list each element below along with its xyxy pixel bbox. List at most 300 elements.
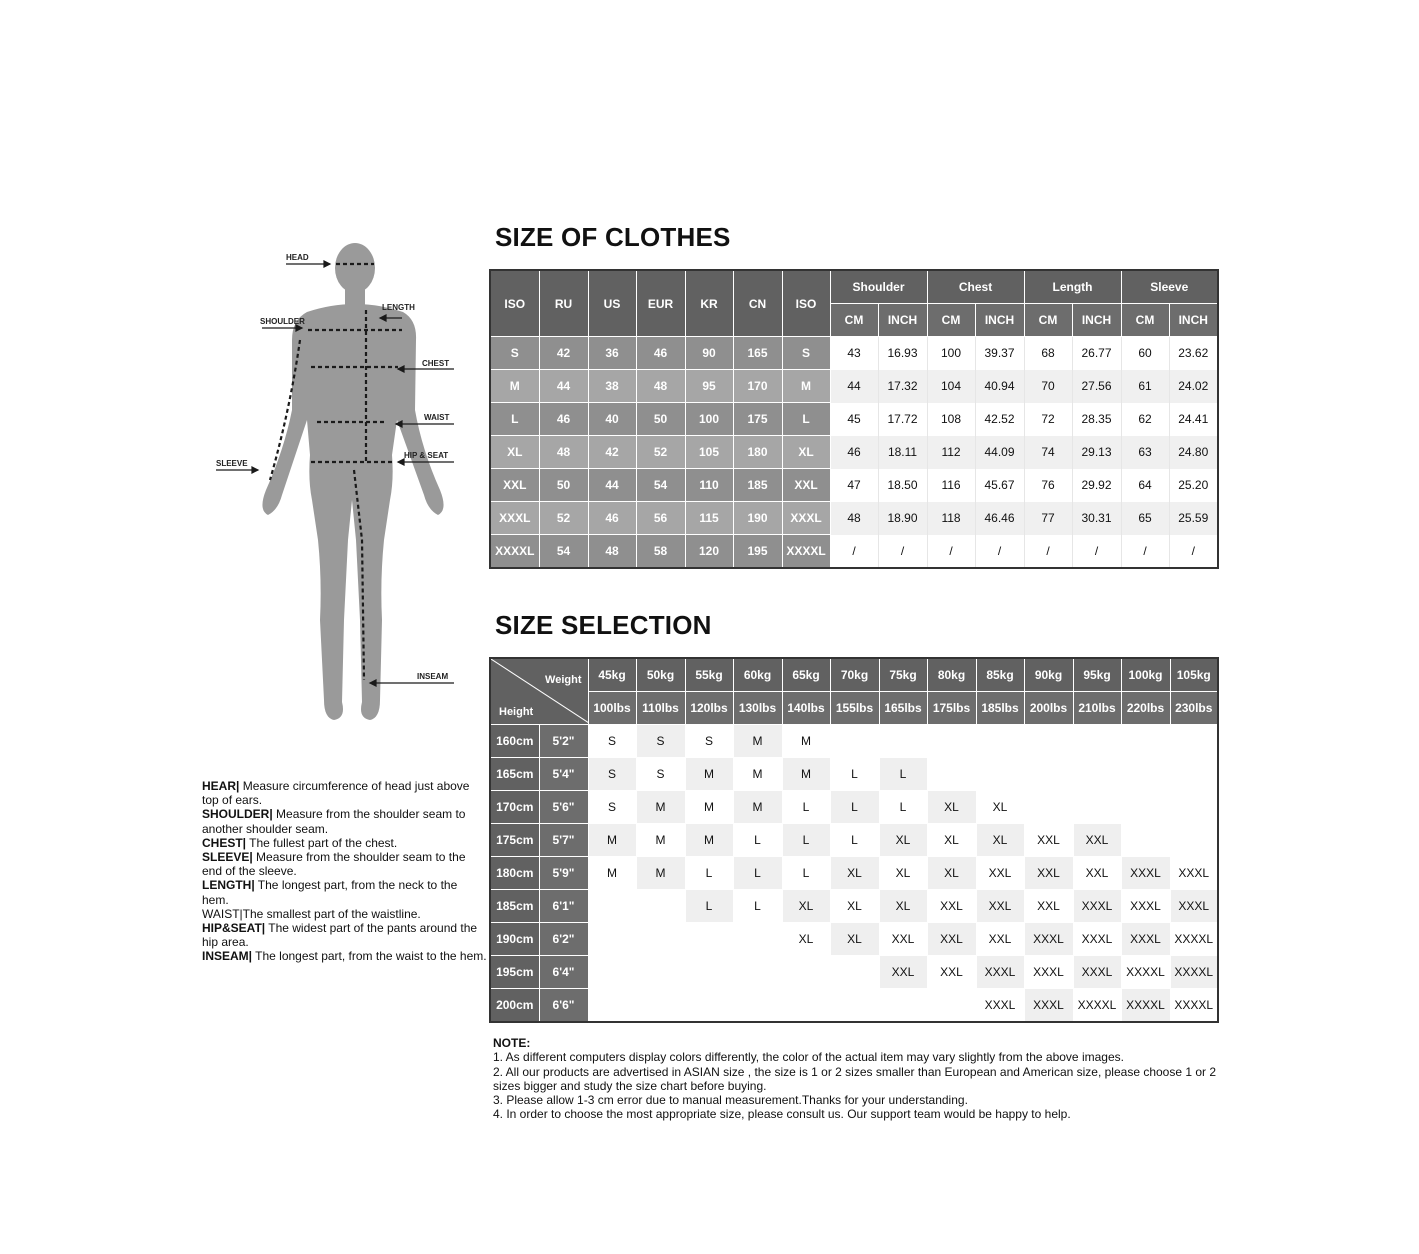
sleeve-label: SLEEVE (216, 459, 248, 468)
height-label: Height (499, 706, 534, 718)
recommended-size-cell: XL (976, 824, 1024, 857)
description-term: HEAR| (202, 779, 240, 793)
recommended-size-cell: L (879, 791, 927, 824)
description-term: HIP&SEAT| (202, 921, 266, 936)
unit-header: INCH (1072, 304, 1121, 337)
description-line (202, 921, 487, 949)
measurement-cell: / (1072, 535, 1121, 569)
hip-seat-label: HIP & SEAT (404, 451, 449, 460)
recommended-size-cell (830, 725, 879, 758)
description-text: Measure from the shoulder seam to another shoulder seam. (202, 807, 466, 836)
recommended-size-cell (927, 989, 976, 1023)
recommended-size-cell (733, 923, 782, 956)
measurement-cell: / (927, 535, 975, 569)
description-term: CHEST| (202, 835, 247, 850)
shoulder-label: SHOULDER (260, 317, 305, 326)
weight-lbs-row (490, 692, 1218, 725)
size-cell: 50 (539, 469, 588, 502)
column-header: CN (733, 270, 782, 337)
size-cell: 48 (539, 436, 588, 469)
size-cell: 38 (588, 370, 636, 403)
height-ft-cell: 6'2" (539, 923, 588, 956)
weight-kg-header: 65kg (782, 658, 830, 692)
weight-kg-header: 75kg (879, 658, 927, 692)
measurement-cell: 18.11 (878, 436, 927, 469)
recommended-size-cell: XXL (976, 857, 1024, 890)
measurement-cell: 16.93 (878, 337, 927, 370)
weight-kg-header: 105kg (1170, 658, 1218, 692)
measurement-cell: 25.59 (1169, 502, 1218, 535)
recommended-size-cell: L (733, 824, 782, 857)
recommended-size-cell: XXL (1073, 857, 1121, 890)
size-cell: XXXXL (490, 535, 539, 569)
table-row (490, 989, 1218, 1023)
weight-kg-header: 55kg (685, 658, 733, 692)
measurement-cell: 24.80 (1169, 436, 1218, 469)
height-cm-cell: 165cm (490, 758, 539, 791)
measurement-cell: 72 (1024, 403, 1072, 436)
description-text: The longest part, from the waist to the hem. (252, 949, 487, 964)
description-line (202, 878, 487, 906)
size-cell: 56 (636, 502, 685, 535)
recommended-size-cell (1024, 758, 1073, 791)
size-cell: 36 (588, 337, 636, 370)
weight-lbs-header: 185lbs (976, 692, 1024, 725)
recommended-size-cell (927, 725, 976, 758)
recommended-size-cell: XXL (879, 923, 927, 956)
measurement-cell: 40.94 (975, 370, 1024, 403)
recommended-size-cell (879, 989, 927, 1023)
recommended-size-cell: L (685, 890, 733, 923)
measurement-cell: 29.13 (1072, 436, 1121, 469)
height-ft-cell: 6'4" (539, 956, 588, 989)
recommended-size-cell: S (588, 758, 636, 791)
measurement-cell: 39.37 (975, 337, 1024, 370)
description-line (202, 907, 487, 921)
recommended-size-cell: XXL (1024, 890, 1073, 923)
group-header: Length (1024, 270, 1121, 304)
table-row (490, 956, 1218, 989)
measurement-cell: 48 (830, 502, 878, 535)
recommended-size-cell: XXXL (1121, 890, 1170, 923)
size-cell: 48 (636, 370, 685, 403)
recommended-size-cell: XXXL (1073, 890, 1121, 923)
group-header: Shoulder (830, 270, 927, 304)
recommended-size-cell (636, 989, 685, 1023)
recommended-size-cell (588, 890, 636, 923)
column-header: ISO (782, 270, 830, 337)
recommended-size-cell: M (636, 791, 685, 824)
table-row (490, 758, 1218, 791)
recommended-size-cell: XXL (927, 890, 976, 923)
recommended-size-cell: XL (782, 923, 830, 956)
table-row (490, 370, 1218, 403)
unit-header: INCH (1169, 304, 1218, 337)
recommended-size-cell: M (636, 824, 685, 857)
measurement-cell: 60 (1121, 337, 1169, 370)
size-cell: 52 (539, 502, 588, 535)
recommended-size-cell (1121, 725, 1170, 758)
recommended-size-cell: M (636, 857, 685, 890)
recommended-size-cell: M (733, 791, 782, 824)
measurement-cell: 43 (830, 337, 878, 370)
recommended-size-cell (636, 923, 685, 956)
recommended-size-cell (1170, 725, 1218, 758)
measurement-cell: 64 (1121, 469, 1169, 502)
size-cell: 44 (588, 469, 636, 502)
table-row (490, 791, 1218, 824)
measurement-cell: 68 (1024, 337, 1072, 370)
measurement-cell: 45 (830, 403, 878, 436)
size-cell: 50 (636, 403, 685, 436)
recommended-size-cell (733, 989, 782, 1023)
recommended-size-cell (588, 956, 636, 989)
height-cm-cell: 170cm (490, 791, 539, 824)
size-cell: 42 (539, 337, 588, 370)
recommended-size-cell: XXXXL (1170, 923, 1218, 956)
size-cell: L (782, 403, 830, 436)
weight-kg-header: 60kg (733, 658, 782, 692)
measurement-cell: 29.92 (1072, 469, 1121, 502)
table-row (490, 857, 1218, 890)
recommended-size-cell (830, 956, 879, 989)
height-ft-cell: 5'7" (539, 824, 588, 857)
recommended-size-cell: XL (879, 857, 927, 890)
column-header: EUR (636, 270, 685, 337)
recommended-size-cell: XXXL (1073, 956, 1121, 989)
table-row (490, 436, 1218, 469)
measurement-cell: / (830, 535, 878, 569)
recommended-size-cell (976, 725, 1024, 758)
measurement-cell: 116 (927, 469, 975, 502)
measurement-cell: 74 (1024, 436, 1072, 469)
measurement-cell: / (975, 535, 1024, 569)
size-cell: XL (490, 436, 539, 469)
description-line (202, 807, 487, 835)
recommended-size-cell: XL (782, 890, 830, 923)
recommended-size-cell: XXXL (1024, 956, 1073, 989)
size-cell: 195 (733, 535, 782, 569)
unit-header: CM (830, 304, 878, 337)
height-cm-cell: 180cm (490, 857, 539, 890)
weight-lbs-header: 130lbs (733, 692, 782, 725)
recommended-size-cell (1073, 725, 1121, 758)
size-cell: 46 (636, 337, 685, 370)
measurement-cell: 28.35 (1072, 403, 1121, 436)
measurement-descriptions (202, 779, 487, 964)
recommended-size-cell: XXXL (1121, 923, 1170, 956)
unit-header: CM (1024, 304, 1072, 337)
measurement-cell: 118 (927, 502, 975, 535)
recommended-size-cell: XXXL (1024, 923, 1073, 956)
recommended-size-cell (685, 989, 733, 1023)
recommended-size-cell: XL (879, 890, 927, 923)
size-cell: 58 (636, 535, 685, 569)
measurement-cell: 25.20 (1169, 469, 1218, 502)
size-cell: 105 (685, 436, 733, 469)
group-header: Sleeve (1121, 270, 1218, 304)
table-row (490, 469, 1218, 502)
recommended-size-cell: M (782, 725, 830, 758)
notes-section (493, 1036, 1223, 1122)
unit-header: CM (927, 304, 975, 337)
weight-kg-row (490, 658, 1218, 692)
height-cm-cell: 185cm (490, 890, 539, 923)
recommended-size-cell (1170, 758, 1218, 791)
group-header: Chest (927, 270, 1024, 304)
size-cell: 52 (636, 436, 685, 469)
height-cm-cell: 160cm (490, 725, 539, 758)
weight-kg-header: 100kg (1121, 658, 1170, 692)
measurement-cell: 30.31 (1072, 502, 1121, 535)
recommended-size-cell: XXL (1024, 857, 1073, 890)
recommended-size-cell: XXXL (1024, 989, 1073, 1023)
recommended-size-cell (1170, 824, 1218, 857)
weight-lbs-header: 210lbs (1073, 692, 1121, 725)
size-cell: XXL (782, 469, 830, 502)
measurement-cell: 46 (830, 436, 878, 469)
table-row (490, 890, 1218, 923)
description-line (202, 949, 487, 963)
measurement-cell: / (1024, 535, 1072, 569)
size-cell: 120 (685, 535, 733, 569)
description-line (202, 850, 487, 878)
note-item: 3. Please allow 1-3 cm error due to manual measurement.Thanks for your understanding. (493, 1093, 968, 1108)
description-term: LENGTH| (202, 878, 255, 893)
weight-height-corner (490, 658, 588, 725)
weight-label: Weight (545, 674, 582, 686)
weight-kg-header: 70kg (830, 658, 879, 692)
weight-lbs-header: 165lbs (879, 692, 927, 725)
recommended-size-cell: XXXXL (1121, 989, 1170, 1023)
body-measurement-figure (212, 240, 462, 730)
measurement-cell: 44 (830, 370, 878, 403)
weight-kg-header: 90kg (1024, 658, 1073, 692)
recommended-size-cell: M (685, 824, 733, 857)
measurement-cell: 18.90 (878, 502, 927, 535)
recommended-size-cell (1121, 824, 1170, 857)
recommended-size-cell: XXL (976, 890, 1024, 923)
measurement-cell: 42.52 (975, 403, 1024, 436)
recommended-size-cell: L (830, 758, 879, 791)
height-ft-cell: 5'4" (539, 758, 588, 791)
table-row (490, 923, 1218, 956)
weight-lbs-header: 120lbs (685, 692, 733, 725)
height-ft-cell: 6'1" (539, 890, 588, 923)
measurement-cell: 27.56 (1072, 370, 1121, 403)
size-cell: 100 (685, 403, 733, 436)
measurement-cell: 104 (927, 370, 975, 403)
recommended-size-cell: XXL (1024, 824, 1073, 857)
height-cm-cell: 190cm (490, 923, 539, 956)
recommended-size-cell: L (782, 857, 830, 890)
recommended-size-cell: XXL (1073, 824, 1121, 857)
recommended-size-cell: XXXXL (1170, 989, 1218, 1023)
size-cell: 46 (588, 502, 636, 535)
weight-lbs-header: 175lbs (927, 692, 976, 725)
recommended-size-cell: L (879, 758, 927, 791)
table-row (490, 502, 1218, 535)
description-term: SHOULDER| (202, 807, 273, 822)
height-ft-cell: 5'2" (539, 725, 588, 758)
measurement-cell: 47 (830, 469, 878, 502)
size-cell: 115 (685, 502, 733, 535)
recommended-size-cell: M (685, 758, 733, 791)
weight-lbs-header: 110lbs (636, 692, 685, 725)
measurement-cell: 46.46 (975, 502, 1024, 535)
weight-kg-header: 95kg (1073, 658, 1121, 692)
table-row (490, 725, 1218, 758)
measurement-cell: 65 (1121, 502, 1169, 535)
size-cell: 110 (685, 469, 733, 502)
measurement-cell: 24.41 (1169, 403, 1218, 436)
column-header: ISO (490, 270, 539, 337)
description-term: SLEEVE| (202, 850, 253, 865)
size-cell: L (490, 403, 539, 436)
size-cell: XL (782, 436, 830, 469)
recommended-size-cell: XXXXL (1073, 989, 1121, 1023)
measurement-cell: 26.77 (1072, 337, 1121, 370)
recommended-size-cell (976, 758, 1024, 791)
recommended-size-cell: XL (830, 857, 879, 890)
measurement-cell: 108 (927, 403, 975, 436)
weight-kg-header: 45kg (588, 658, 636, 692)
recommended-size-cell: XXXL (976, 989, 1024, 1023)
size-selection-title: SIZE SELECTION (495, 610, 712, 640)
recommended-size-cell (1170, 791, 1218, 824)
inseam-label: INSEAM (417, 672, 449, 681)
recommended-size-cell (733, 956, 782, 989)
recommended-size-cell: XXL (879, 956, 927, 989)
measurement-cell: 61 (1121, 370, 1169, 403)
size-cell: 170 (733, 370, 782, 403)
recommended-size-cell: L (782, 824, 830, 857)
recommended-size-cell: L (830, 824, 879, 857)
recommended-size-cell: M (782, 758, 830, 791)
size-cell: 165 (733, 337, 782, 370)
recommended-size-cell: XL (976, 791, 1024, 824)
size-cell: 180 (733, 436, 782, 469)
recommended-size-cell: XXXXL (1121, 956, 1170, 989)
height-ft-cell: 6'6" (539, 989, 588, 1023)
recommended-size-cell (636, 956, 685, 989)
size-of-clothes-title: SIZE OF CLOTHES (495, 222, 731, 252)
clothes-header-row (490, 270, 1218, 304)
measurement-cell: 112 (927, 436, 975, 469)
size-cell: 54 (636, 469, 685, 502)
unit-header: CM (1121, 304, 1169, 337)
recommended-size-cell: XXL (927, 956, 976, 989)
recommended-size-cell: S (685, 725, 733, 758)
column-header: US (588, 270, 636, 337)
measurement-cell: 17.32 (878, 370, 927, 403)
recommended-size-cell (927, 758, 976, 791)
weight-lbs-header: 230lbs (1170, 692, 1218, 725)
recommended-size-cell: M (588, 824, 636, 857)
note-item: 4. In order to choose the most appropriate size, please consult us. Our support team would be happy to help. (493, 1107, 1071, 1122)
recommended-size-cell (830, 989, 879, 1023)
size-cell: 48 (588, 535, 636, 569)
measurement-cell: / (1169, 535, 1218, 569)
recommended-size-cell: XXL (927, 923, 976, 956)
measurement-cell: 44.09 (975, 436, 1024, 469)
measurement-cell: 45.67 (975, 469, 1024, 502)
description-line (202, 779, 487, 807)
weight-lbs-header: 200lbs (1024, 692, 1073, 725)
recommended-size-cell: XL (879, 824, 927, 857)
recommended-size-cell: XXXXL (1170, 956, 1218, 989)
weight-lbs-header: 100lbs (588, 692, 636, 725)
measurement-cell: / (1121, 535, 1169, 569)
recommended-size-cell (1073, 758, 1121, 791)
waist-label: WAIST (424, 413, 450, 422)
measurement-cell: 100 (927, 337, 975, 370)
recommended-size-cell (685, 956, 733, 989)
recommended-size-cell: XXXL (1170, 890, 1218, 923)
size-cell: S (782, 337, 830, 370)
weight-lbs-header: 140lbs (782, 692, 830, 725)
measurement-cell: 24.02 (1169, 370, 1218, 403)
recommended-size-cell (879, 725, 927, 758)
notes-list (493, 1050, 1223, 1121)
recommended-size-cell: M (733, 758, 782, 791)
weight-kg-header: 50kg (636, 658, 685, 692)
description-text: The fullest part of the chest. (246, 835, 398, 850)
recommended-size-cell: XL (830, 923, 879, 956)
measurement-cell: 17.72 (878, 403, 927, 436)
recommended-size-cell: XL (830, 890, 879, 923)
description-term: INSEAM| (202, 949, 253, 964)
measurement-cell: 63 (1121, 436, 1169, 469)
description-text: WAIST|The smallest part of the waistline. (202, 906, 421, 921)
description-line (202, 836, 487, 850)
size-cell: S (490, 337, 539, 370)
recommended-size-cell (1121, 758, 1170, 791)
size-cell: 54 (539, 535, 588, 569)
height-cm-cell: 200cm (490, 989, 539, 1023)
recommended-size-cell (1121, 791, 1170, 824)
size-cell: 42 (588, 436, 636, 469)
recommended-size-cell: XXXL (1121, 857, 1170, 890)
measurement-cell: 77 (1024, 502, 1072, 535)
recommended-size-cell: M (685, 791, 733, 824)
column-header: KR (685, 270, 733, 337)
recommended-size-cell: L (782, 791, 830, 824)
weight-kg-header: 85kg (976, 658, 1024, 692)
recommended-size-cell: S (636, 758, 685, 791)
table-row (490, 337, 1218, 370)
table-row (490, 403, 1218, 436)
size-selection-table (489, 657, 1219, 1023)
length-label: LENGTH (382, 303, 415, 312)
weight-kg-header: 80kg (927, 658, 976, 692)
recommended-size-cell (636, 890, 685, 923)
measurement-cell: 76 (1024, 469, 1072, 502)
size-cell: 95 (685, 370, 733, 403)
height-cm-cell: 195cm (490, 956, 539, 989)
note-item: 2. All our products are advertised in ASIAN size , the size is 1 or 2 sizes smaller than European and American size, please choose 1 or 2 sizes bigger and study the size chart before buying. (493, 1064, 1217, 1093)
recommended-size-cell: XL (927, 791, 976, 824)
size-of-clothes-table (489, 269, 1219, 569)
table-row (490, 535, 1218, 569)
table-row (490, 824, 1218, 857)
recommended-size-cell (1073, 791, 1121, 824)
description-text: Measure circumference of head just above top of ears. (202, 779, 470, 808)
recommended-size-cell: XXXL (1170, 857, 1218, 890)
recommended-size-cell: S (636, 725, 685, 758)
note-item: 1. As different computers display colors differently, the color of the actual item may vary slightly from the above images. (493, 1050, 1124, 1065)
size-cell: 44 (539, 370, 588, 403)
